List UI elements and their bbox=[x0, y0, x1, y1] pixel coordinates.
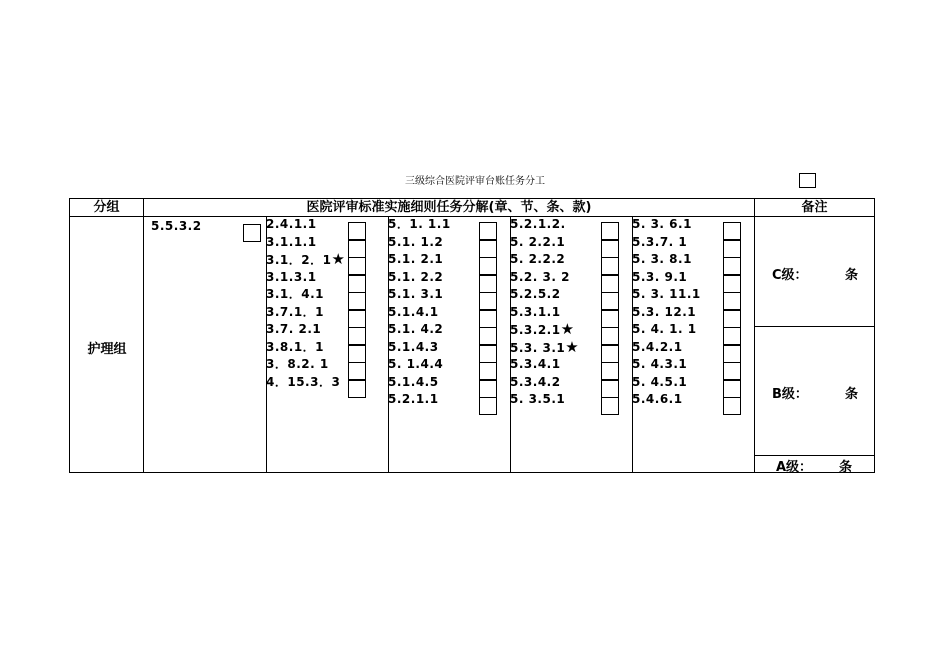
table-border-right bbox=[874, 198, 875, 473]
task-item bbox=[266, 216, 317, 233]
task-item-code: 3.1．2．1 bbox=[266, 253, 332, 267]
task-item bbox=[632, 391, 683, 408]
task-checkbox[interactable] bbox=[723, 222, 741, 240]
task-item bbox=[632, 374, 687, 391]
task-item-code: 5.1.4.1 bbox=[388, 304, 439, 319]
task-item bbox=[632, 269, 687, 286]
task-item-code: 4．15.3．3 bbox=[266, 374, 341, 389]
task-item-code: 5. 2.2.1 bbox=[510, 234, 566, 249]
task-item bbox=[510, 391, 565, 408]
task-item bbox=[510, 251, 565, 268]
task-checkbox[interactable] bbox=[348, 380, 366, 398]
task-item bbox=[632, 251, 692, 268]
star-icon: ★ bbox=[565, 337, 580, 356]
task-column-divider-3 bbox=[510, 216, 580, 473]
task-item bbox=[510, 321, 575, 338]
task-item-code: 5.1. 1.2 bbox=[388, 234, 444, 249]
task-checkbox[interactable] bbox=[723, 310, 741, 328]
task-item-code: 5.2.1.1 bbox=[388, 392, 439, 406]
task-checkbox[interactable] bbox=[479, 240, 497, 258]
task-item bbox=[632, 216, 692, 233]
task-item-code: 5. 1.4.4 bbox=[388, 357, 444, 371]
document-title: 三级综合医院评审台账任务分工 bbox=[405, 176, 545, 187]
task-item bbox=[388, 286, 443, 303]
remark-divider-1 bbox=[754, 326, 875, 327]
task-item-code: 5. 3.5.1 bbox=[510, 392, 566, 406]
task-checkbox[interactable] bbox=[723, 327, 741, 345]
task-item-code: 5. 3. 11.1 bbox=[632, 287, 701, 301]
task-item-code: 3.7. 2.1 bbox=[266, 322, 322, 336]
task-checkbox[interactable] bbox=[601, 222, 619, 240]
task-checkbox[interactable] bbox=[479, 257, 497, 275]
task-item bbox=[632, 304, 696, 321]
task-item bbox=[510, 356, 561, 373]
task-checkbox[interactable] bbox=[479, 222, 497, 240]
task-item bbox=[510, 234, 565, 251]
task-item-code: 5. 4.5.1 bbox=[632, 374, 688, 389]
task-checkbox[interactable] bbox=[723, 275, 741, 293]
task-item-code: 5. 4. 1. 1 bbox=[632, 322, 697, 336]
task-item bbox=[510, 269, 570, 286]
task-item-code: 5. 4.3.1 bbox=[632, 357, 688, 371]
task-checkbox[interactable] bbox=[601, 240, 619, 258]
task-checkbox[interactable] bbox=[348, 222, 366, 240]
task-column-divider-2 bbox=[388, 216, 451, 473]
task-checkbox[interactable] bbox=[348, 327, 366, 345]
title-checkbox[interactable] bbox=[799, 173, 816, 188]
task-item-code: 5.1. 2.1 bbox=[388, 252, 444, 266]
remark-a-level-unit: 条 bbox=[839, 460, 853, 475]
task-checkbox[interactable] bbox=[601, 397, 619, 415]
task-column-divider-1 bbox=[266, 216, 346, 473]
task-item-code: 5.4.2.1 bbox=[632, 339, 683, 354]
task-checkbox[interactable] bbox=[601, 310, 619, 328]
task-item-code: 5.3.4.2 bbox=[510, 374, 561, 389]
task-checkbox[interactable] bbox=[601, 275, 619, 293]
task-checkbox[interactable] bbox=[723, 292, 741, 310]
task-checkbox[interactable] bbox=[479, 327, 497, 345]
task-item-code: 3．8.2. 1 bbox=[266, 357, 329, 371]
task-item-code: 5.1.4.5 bbox=[388, 374, 439, 389]
task-item-code: 5. 2.2.2 bbox=[510, 252, 566, 266]
task-item-code: 3.7.1．1 bbox=[266, 304, 325, 319]
task-item-code: 3.1.3.1 bbox=[266, 269, 317, 284]
task-item bbox=[632, 339, 683, 356]
task-checkbox[interactable] bbox=[479, 275, 497, 293]
task-item-code: 5．1. 1.1 bbox=[388, 217, 451, 231]
task-item bbox=[266, 321, 321, 338]
task-item-code: 5.3.1.1 bbox=[510, 304, 561, 319]
task-item-code: 5.2. 3. 2 bbox=[510, 269, 570, 284]
task-item bbox=[266, 251, 345, 268]
task-checkbox[interactable] bbox=[348, 310, 366, 328]
task-item-code: 3.1.1.1 bbox=[266, 234, 317, 249]
task-item bbox=[510, 286, 561, 303]
task-checkbox[interactable] bbox=[479, 310, 497, 328]
task-item-code: 5.1. 3.1 bbox=[388, 287, 444, 301]
task-checkbox[interactable] bbox=[479, 362, 497, 380]
task-item-code: 5.2.5.2 bbox=[510, 287, 561, 301]
task-item bbox=[510, 304, 561, 321]
header-task-breakdown: 医院评审标准实施细则任务分解(章、节、条、款) bbox=[306, 200, 592, 215]
task-checkbox[interactable] bbox=[348, 275, 366, 293]
task-item bbox=[388, 339, 439, 356]
task-item bbox=[266, 356, 329, 373]
task-checkbox[interactable] bbox=[723, 397, 741, 415]
task-item bbox=[510, 216, 566, 233]
star-icon: ★ bbox=[331, 250, 346, 268]
remark-b-level-label: B级： bbox=[772, 387, 808, 402]
task-item-code: 5.3.7. 1 bbox=[632, 234, 688, 249]
task-item-code: 5. 3. 6.1 bbox=[632, 217, 692, 231]
task-item bbox=[266, 304, 324, 321]
remark-b-level-unit: 条 bbox=[845, 387, 859, 402]
task-checkbox[interactable] bbox=[479, 380, 497, 398]
task-item-code: 5.3. 3.1 bbox=[510, 340, 566, 355]
task-checkbox[interactable] bbox=[601, 362, 619, 380]
task-item bbox=[632, 356, 687, 373]
task-checkbox[interactable] bbox=[479, 345, 497, 363]
task-checkbox[interactable] bbox=[601, 257, 619, 275]
task-item bbox=[388, 356, 443, 373]
task-item-code: 5. 3. 8.1 bbox=[632, 252, 692, 266]
task-checkbox[interactable] bbox=[243, 224, 261, 242]
task-item bbox=[388, 216, 451, 233]
task-checkbox[interactable] bbox=[348, 362, 366, 380]
task-column-divider-4 bbox=[632, 216, 701, 473]
task-item bbox=[151, 218, 202, 235]
remark-a-level-label: A级： bbox=[776, 460, 813, 475]
task-item bbox=[266, 269, 317, 286]
task-item-code: 5.1.4.3 bbox=[388, 339, 439, 354]
task-item bbox=[266, 339, 324, 356]
task-item-code: 5.3.2.1 bbox=[510, 323, 561, 337]
task-checkbox[interactable] bbox=[479, 397, 497, 415]
task-item bbox=[388, 374, 439, 391]
task-item bbox=[632, 234, 687, 251]
task-checkbox[interactable] bbox=[723, 345, 741, 363]
task-item-code: 5.3.4.1 bbox=[510, 357, 561, 371]
task-item-code: 5.1. 4.2 bbox=[388, 322, 444, 336]
task-checkbox[interactable] bbox=[601, 327, 619, 345]
task-checkbox[interactable] bbox=[601, 380, 619, 398]
task-item bbox=[388, 321, 443, 338]
task-item bbox=[632, 286, 701, 303]
task-checkbox[interactable] bbox=[348, 345, 366, 363]
remark-c-level-label: C级： bbox=[772, 268, 808, 283]
header-group: 分组 bbox=[93, 200, 120, 215]
task-checkbox[interactable] bbox=[601, 292, 619, 310]
task-item bbox=[388, 251, 443, 268]
task-checkbox[interactable] bbox=[723, 362, 741, 380]
remark-column-divider bbox=[754, 198, 755, 473]
task-item-code: 5.5.3.2 bbox=[151, 219, 202, 233]
remark-divider-2 bbox=[754, 455, 875, 456]
task-checkbox[interactable] bbox=[348, 257, 366, 275]
task-item bbox=[266, 374, 340, 391]
task-item bbox=[510, 374, 561, 391]
task-item bbox=[388, 269, 443, 286]
star-icon: ★ bbox=[560, 320, 575, 338]
task-checkbox[interactable] bbox=[348, 292, 366, 310]
task-item-code: 5.3. 9.1 bbox=[632, 269, 688, 284]
task-item-code: 2.4.1.1 bbox=[266, 217, 317, 231]
task-item-code: 3.8.1．1 bbox=[266, 339, 325, 354]
task-item bbox=[266, 234, 317, 251]
table-border-left bbox=[69, 198, 70, 473]
task-item-code: 5.2.1.2. bbox=[510, 217, 566, 231]
task-item bbox=[388, 304, 439, 321]
task-checkbox[interactable] bbox=[601, 345, 619, 363]
task-item-code: 5.3. 12.1 bbox=[632, 304, 697, 319]
task-checkbox[interactable] bbox=[723, 240, 741, 258]
task-item-code: 5.1. 2.2 bbox=[388, 269, 444, 284]
header-remark: 备注 bbox=[801, 200, 828, 215]
task-checkbox[interactable] bbox=[479, 292, 497, 310]
task-item-code: 5.4.6.1 bbox=[632, 392, 683, 406]
group-name-nursing: 护理组 bbox=[87, 342, 127, 357]
task-item bbox=[388, 234, 443, 251]
task-item bbox=[632, 321, 697, 338]
task-item bbox=[388, 391, 439, 408]
task-item-code: 3.1．4.1 bbox=[266, 287, 325, 301]
task-item bbox=[266, 286, 324, 303]
task-item bbox=[510, 339, 579, 356]
group-column-divider bbox=[143, 198, 144, 473]
task-checkbox[interactable] bbox=[723, 257, 741, 275]
remark-c-level-unit: 条 bbox=[845, 268, 859, 283]
task-checkbox[interactable] bbox=[723, 380, 741, 398]
task-checkbox[interactable] bbox=[348, 240, 366, 258]
